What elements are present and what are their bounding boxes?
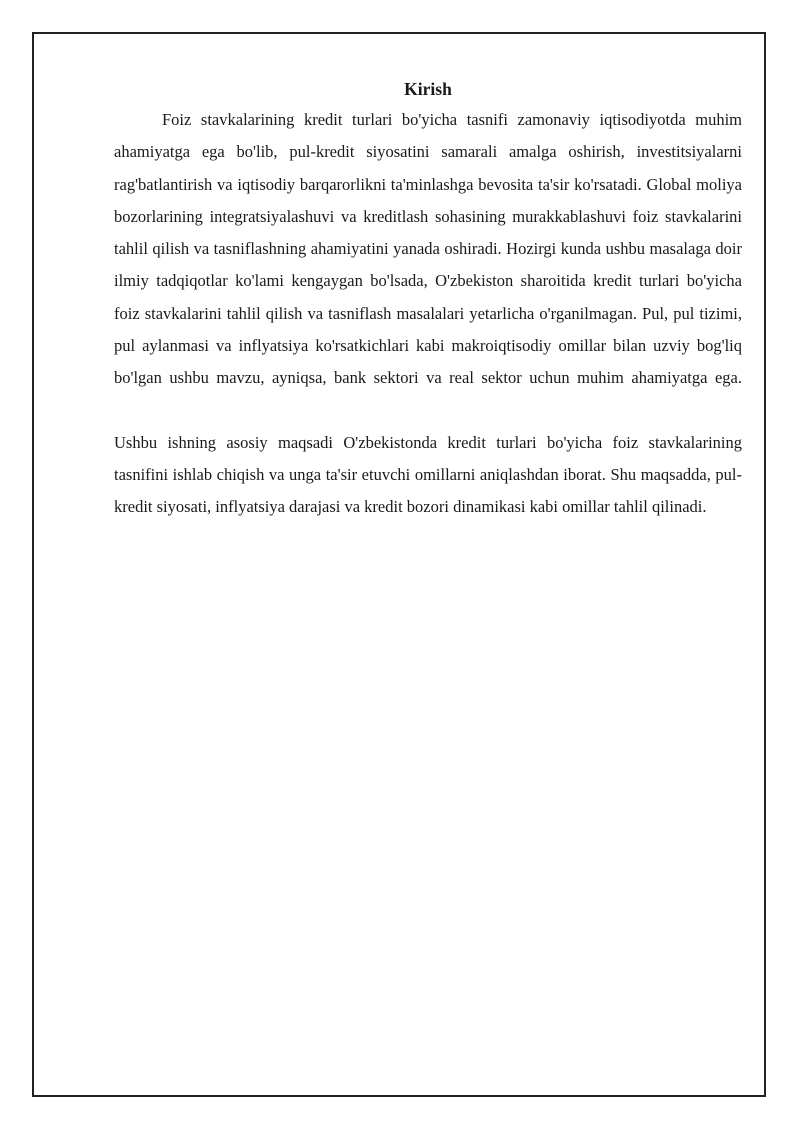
document-body xyxy=(114,76,742,524)
purpose-paragraph: Ushbu ishning asosiy maqsadi O'zbekistonda kredit turlari bo'yicha foiz stavkalarining tasnifini ishlab chiqish va unga ta'sir etuvchi omillarni aniqlashdan iborat. Shu maqsadda, pul-kredit siyosati, inflyatsiya darajasi va kredit bozori dinamikasi kabi omillar tahlil qilinadi. xyxy=(114,432,742,517)
paragraph-spacer xyxy=(114,395,742,427)
document-title: Kirish xyxy=(404,79,452,99)
intro-paragraph: Foiz stavkalarining kredit turlari bo'yicha tasnifi zamonaviy iqtisodiyotda muhim ahamiyatga ega bo'lib, pul-kredit siyosatini samarali amalga oshirish, investitsiyalarni rag'batlantirish va iqtisodiy barqarorlikni ta'minlashga bevosita ta'sir ko'rsatadi. Global moliya bozorlarining integratsiyalashuvi va kreditlash sohasining murakkablashuvi foiz stavkalarini tahlil qilish va tasniflashning ahamiyatini yanada oshiradi. Hozirgi kunda ushbu masalaga doir ilmiy tadqiqotlar ko'lami kengaygan bo'lsada, O'zbekiston sharoitida kredit turlari bo'yicha foiz stavkalarini tahlil qilish va tasniflash masalalari yetarlicha o'rganilmagan. Pul, pul tizimi, pul aylanmasi va inflyatsiya ko'rsatkichlari kabi makroiqtisodiy omillar bilan uzviy bog'liq bo'lgan ushbu mavzu, ayniqsa, bank sektori va real sektor uchun muhim ahamiyatga ega. xyxy=(114,110,742,388)
